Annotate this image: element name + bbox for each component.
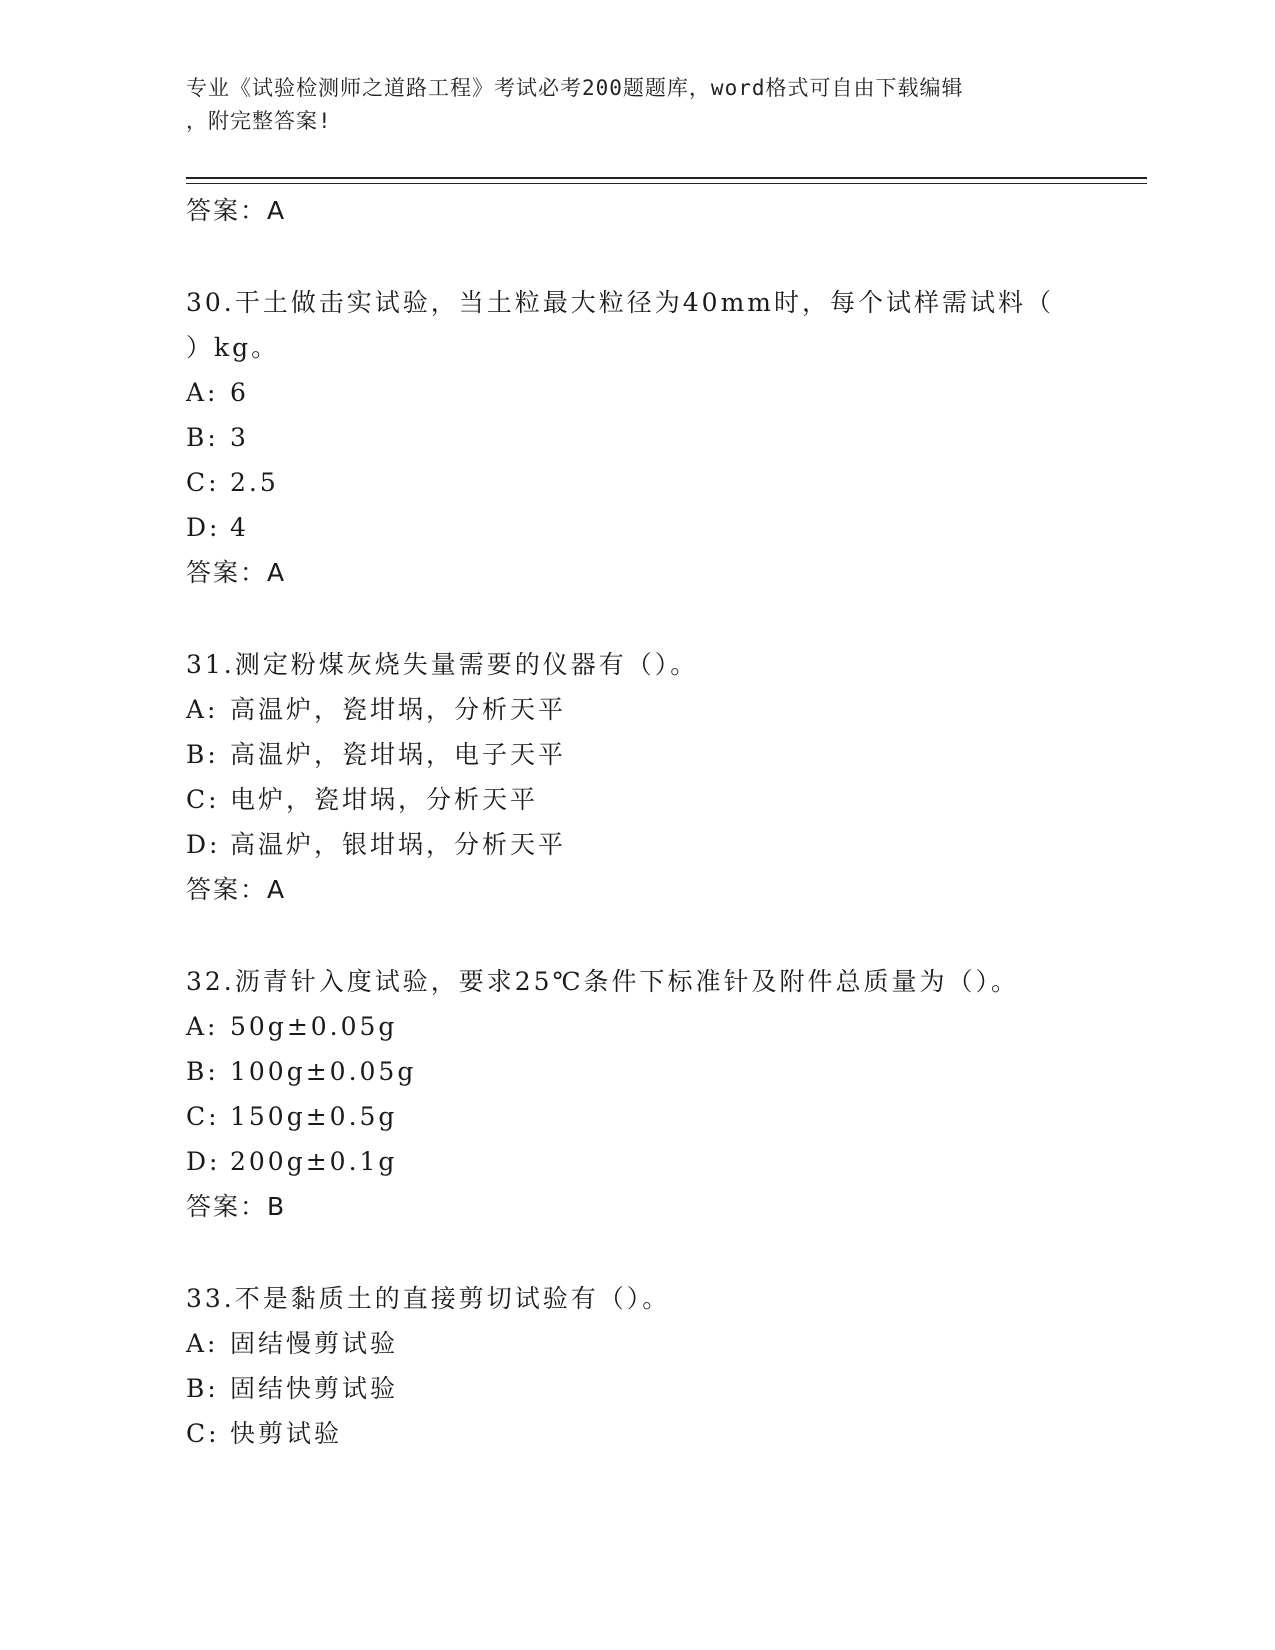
option-c [186, 460, 1086, 505]
option-c [186, 1411, 1086, 1456]
question-32 [186, 959, 1086, 1229]
question-gap [186, 595, 1086, 642]
question-gap [186, 233, 1086, 280]
option-key: C: [186, 468, 220, 497]
option-key: B: [186, 423, 219, 452]
option-c [186, 777, 1086, 822]
option-text: 快剪试验 [230, 1419, 343, 1448]
question-33 [186, 1276, 1086, 1456]
option-text: 固结慢剪试验 [230, 1329, 399, 1358]
option-text: 150g±0.5g [230, 1102, 398, 1131]
option-key: B: [186, 1057, 219, 1086]
option-text: 6 [230, 378, 249, 407]
option-text: 50g±0.05g [230, 1012, 398, 1041]
question-stem: 33.不是黏质土的直接剪切试验有（）。 [186, 1284, 671, 1313]
option-key: A: [186, 1012, 219, 1041]
option-key: A: [186, 378, 219, 407]
answer: 答案：B [186, 1192, 287, 1221]
option-key: C: [186, 785, 220, 814]
option-d [186, 1139, 1086, 1184]
option-text: 高温炉，瓷坩埚，电子天平 [230, 740, 567, 769]
option-key: D: [186, 1147, 221, 1176]
document-header [186, 72, 1086, 138]
option-key: C: [186, 1102, 220, 1131]
question-30 [186, 280, 1086, 595]
option-a [186, 1004, 1086, 1049]
option-key: A: [186, 1329, 219, 1358]
option-key: A: [186, 695, 219, 724]
option-a [186, 370, 1086, 415]
header-line-2: ，附完整答案! [186, 109, 332, 133]
option-b [186, 1366, 1086, 1411]
header-rule-thick [186, 177, 1147, 179]
option-text: 3 [230, 423, 249, 452]
option-key: D: [186, 830, 221, 859]
option-d [186, 822, 1086, 867]
option-d [186, 505, 1086, 550]
question-gap [186, 1229, 1086, 1276]
option-text: 4 [230, 513, 249, 542]
option-key: B: [186, 740, 219, 769]
option-b [186, 732, 1086, 777]
answer: 答案：A [186, 875, 287, 904]
answer: 答案：A [186, 558, 287, 587]
option-text: 200g±0.1g [230, 1147, 398, 1176]
header-rule-thin [186, 183, 1147, 184]
option-c [186, 1094, 1086, 1139]
option-key: B: [186, 1374, 219, 1403]
option-key: C: [186, 1419, 220, 1448]
question-gap [186, 912, 1086, 959]
option-key: D: [186, 513, 221, 542]
option-text: 电炉，瓷坩埚，分析天平 [230, 785, 539, 814]
option-text: 固结快剪试验 [230, 1374, 399, 1403]
option-a [186, 687, 1086, 732]
question-stem: 32.沥青针入度试验，要求25℃条件下标准针及附件总质量为（）。 [186, 967, 1020, 996]
option-text: 高温炉，银坩埚，分析天平 [230, 830, 567, 859]
option-text: 高温炉，瓷坩埚，分析天平 [230, 695, 567, 724]
header-line-1: 专业《试验检测师之道路工程》考试必考200题题库，word格式可自由下载编辑 [186, 76, 964, 100]
option-b [186, 415, 1086, 460]
question-stem: 30.干土做击实试验，当土粒最大粒径为40mm时，每个试样需试料（ [186, 288, 1054, 317]
option-b [186, 1049, 1086, 1094]
option-text: 2.5 [230, 468, 279, 497]
previous-answer: 答案：A [186, 196, 287, 225]
question-list [186, 188, 1086, 1456]
option-a [186, 1321, 1086, 1366]
option-text: 100g±0.05g [230, 1057, 417, 1086]
question-stem: 31.测定粉煤灰烧失量需要的仪器有（）。 [186, 650, 699, 679]
question-31 [186, 642, 1086, 912]
question-stem-continued: ）kg。 [186, 333, 280, 362]
